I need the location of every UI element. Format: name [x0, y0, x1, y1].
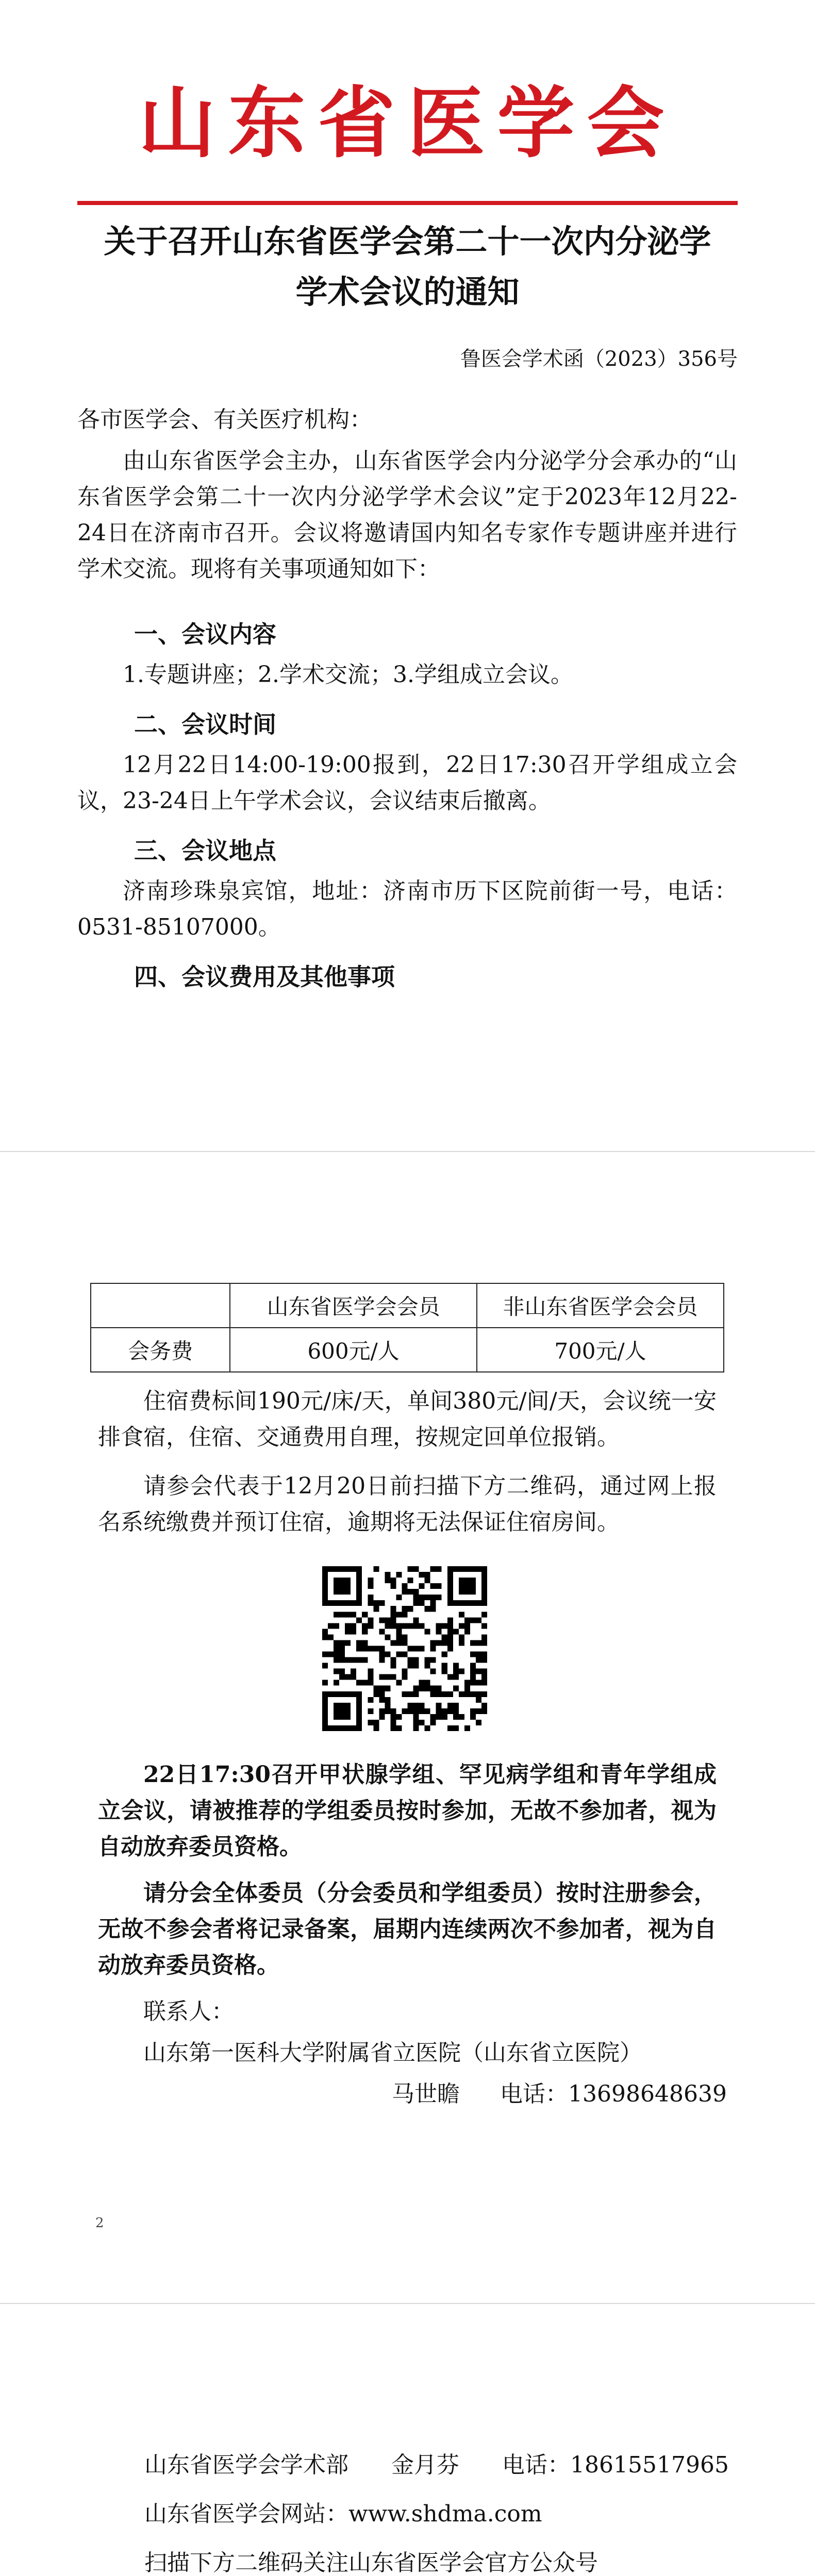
contact-person-line: [392, 2076, 753, 2112]
red-divider: [77, 201, 738, 205]
page-1: [0, 0, 815, 1151]
section-2-text: 12月22日14:00-19:00报到，22日17:30召开学组成立会议，23-24日上午学术会议，会议结束后撤离。: [77, 752, 737, 814]
section-4-heading: 四、会议费用及其他事项: [134, 963, 395, 991]
website-line: 山东省医学会网站：www.shdma.com: [144, 2501, 542, 2527]
page-3: [0, 2304, 815, 2576]
table-cell-nonmember-fee: 700元/人: [477, 1328, 724, 1372]
academic-dept-phone: 电话：18615517965: [502, 2452, 729, 2478]
section-1-heading: 一、会议内容: [134, 620, 276, 648]
table-cell-blank: [91, 1283, 230, 1328]
group-meeting-paragraph: 22日17:30召开甲状腺学组、罕见病学组和青年学组成立会议，请被推荐的学组委员按时参加，无故不参加者，视为自动放弃委员资格。: [98, 1761, 717, 1860]
org-letterhead: 山东省医学会: [138, 79, 677, 168]
salutation: 各市医学会、有关医疗机构：: [77, 406, 372, 433]
table-row: [91, 1283, 724, 1328]
contact-label: 联系人：: [143, 1998, 234, 2025]
academic-dept-person: 金月芬: [391, 2452, 459, 2478]
academic-dept-contact-line: [144, 2447, 763, 2483]
table-header-nonmember: 非山东省医学会会员: [477, 1283, 724, 1328]
title-line-1: 关于召开山东省医学会第二十一次内分泌学: [104, 223, 711, 260]
title-line-2: 学术会议的通知: [295, 273, 520, 311]
section-1-text: 1.专题讲座；2.学术交流；3.学组成立会议。: [123, 662, 573, 688]
section-3-heading: 三、会议地点: [134, 837, 276, 865]
section-2-heading: 二、会议时间: [134, 710, 276, 738]
page-number-2: 2: [95, 2215, 104, 2231]
fee-table: [90, 1283, 724, 1372]
academic-dept: 山东省医学会学术部: [144, 2452, 348, 2478]
accommodation-paragraph: 住宿费标间190元/床/天，单间380元/间/天，会议统一安排食宿，住宿、交通费用自理，按规定回单位报销。: [98, 1388, 717, 1450]
document-title: [77, 216, 738, 317]
table-cell-member-fee: 600元/人: [230, 1328, 477, 1372]
registration-qr-code[interactable]: [322, 1566, 487, 1731]
section-3-text: 济南珍珠泉宾馆，地址：济南市历下区院前街一号，电话：0531-85107000。: [77, 878, 737, 940]
table-row-label: 会务费: [91, 1328, 230, 1372]
document-number: 鲁医会学术函（2023）356号: [460, 347, 738, 371]
scan-note: 扫描下方二维码关注山东省医学会官方公众号: [144, 2550, 598, 2576]
contact-name: 马世瞻: [392, 2081, 460, 2107]
contact-organization: 山东第一医科大学附属省立医院（山东省立医院）: [143, 2040, 642, 2066]
members-notice-paragraph: 请分会全体委员（分会委员和学组委员）按时注册参会，无故不参会者将记录备案，届期内连续两次不参加者，视为自动放弃委员资格。: [98, 1880, 717, 1978]
intro-paragraph: 由山东省医学会主办，山东省医学会内分泌学分会承办的“山东省医学会第二十一次内分泌学学术会议”定于2023年12月22-24日在济南市召开。会议将邀请国内知名专家作专题讲座并进行学术交流。现将有关事项通知如下：: [77, 448, 737, 582]
table-header-member: 山东省医学会会员: [230, 1283, 477, 1328]
registration-paragraph: 请参会代表于12月20日前扫描下方二维码，通过网上报名系统缴费并预订住宿，逾期将无法保证住宿房间。: [98, 1473, 717, 1535]
table-row: [91, 1328, 724, 1372]
contact-phone: 电话：13698648639: [500, 2081, 727, 2107]
